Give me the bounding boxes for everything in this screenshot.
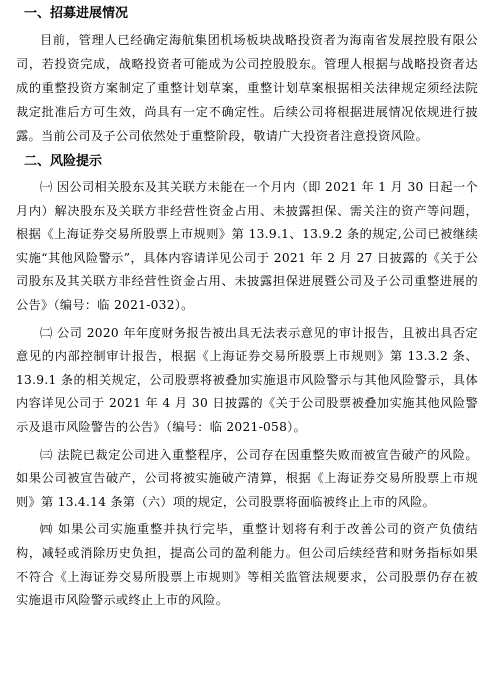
risk-paragraph-2: ㈡ 公司 2020 年年度财务报告被出具无法表示意见的审计报告，且被出具否定意见的内部控制审计报告，根据《上海证券交易所股票上市规则》第 13.3.2 条、13.9.1 条的相关规定，公司股票将被叠加实施退市风险警示与其他风险警示，具体内容详见公司于 2021 年 4 月 30 日披露的《关于公司股票被叠加实施其他风险警示及退市风险警告的公告》（编号：临 2021-058）。 (16, 325, 478, 434)
section-heading-risk-warning: 二、风险提示 (24, 154, 103, 169)
section-heading-recruitment-progress: 一、招募进展情况 (24, 6, 129, 21)
paragraph-recruitment-progress: 目前，管理人已经确定海航集团机场板块战略投资者为海南省发展控股有限公司，若投资完成，战略投资者可能成为公司控股股东。管理人根据与战略投资者达成的重整投资方案制定了重整计划草案，重整计划草案根据相关法律规定须经法院裁定批准后方可生效，尚具有一定不确定性。后续公司将根据进展情况依规进行披露。当前公司及子公司依然处于重整阶段，敬请广大投资者注意投资风险。 (16, 33, 478, 143)
risk-paragraph-4: ㈣ 如果公司实施重整并执行完毕，重整计划将有利于改善公司的资产负债结构，减轻或消除历史负担，提高公司的盈利能力。但公司后续经营和财务指标如果不符合《上海证券交易所股票上市规则》等相关监管法规要求，公司股票仍存在被实施退市风险警示或终止上市的风险。 (16, 522, 478, 608)
risk-paragraph-3: ㈢ 法院已裁定公司进入重整程序，公司存在因重整失败而被宣告破产的风险。如果公司被宣告破产，公司将被实施破产清算，根据《上海证券交易所股票上市规则》第 13.4.14 条第（六）项的规定，公司股票将面临被终止上市的风险。 (16, 447, 478, 509)
section-recruitment-progress (16, 6, 478, 148)
risk-paragraph-1: ㈠ 因公司相关股东及其关联方未能在一个月内（即 2021 年 1 月 30 日起一个月内）解决股东及关联方非经营性资金占用、未披露担保、需关注的资产等问题，根据《上海证券交易所股票上市规则》第 13.9.1、13.9.2 条的规定,公司已被继续实施“其他风险警示”，具体内容请详见公司于 2021 年 2 月 27 日披露的《关于公司股东及其关联方非经营性资金占用、未披露担保进展暨公司及子公司重整进展的公告》（编号：临 2021-032）。 (16, 180, 478, 312)
section-risk-warning (16, 154, 478, 613)
